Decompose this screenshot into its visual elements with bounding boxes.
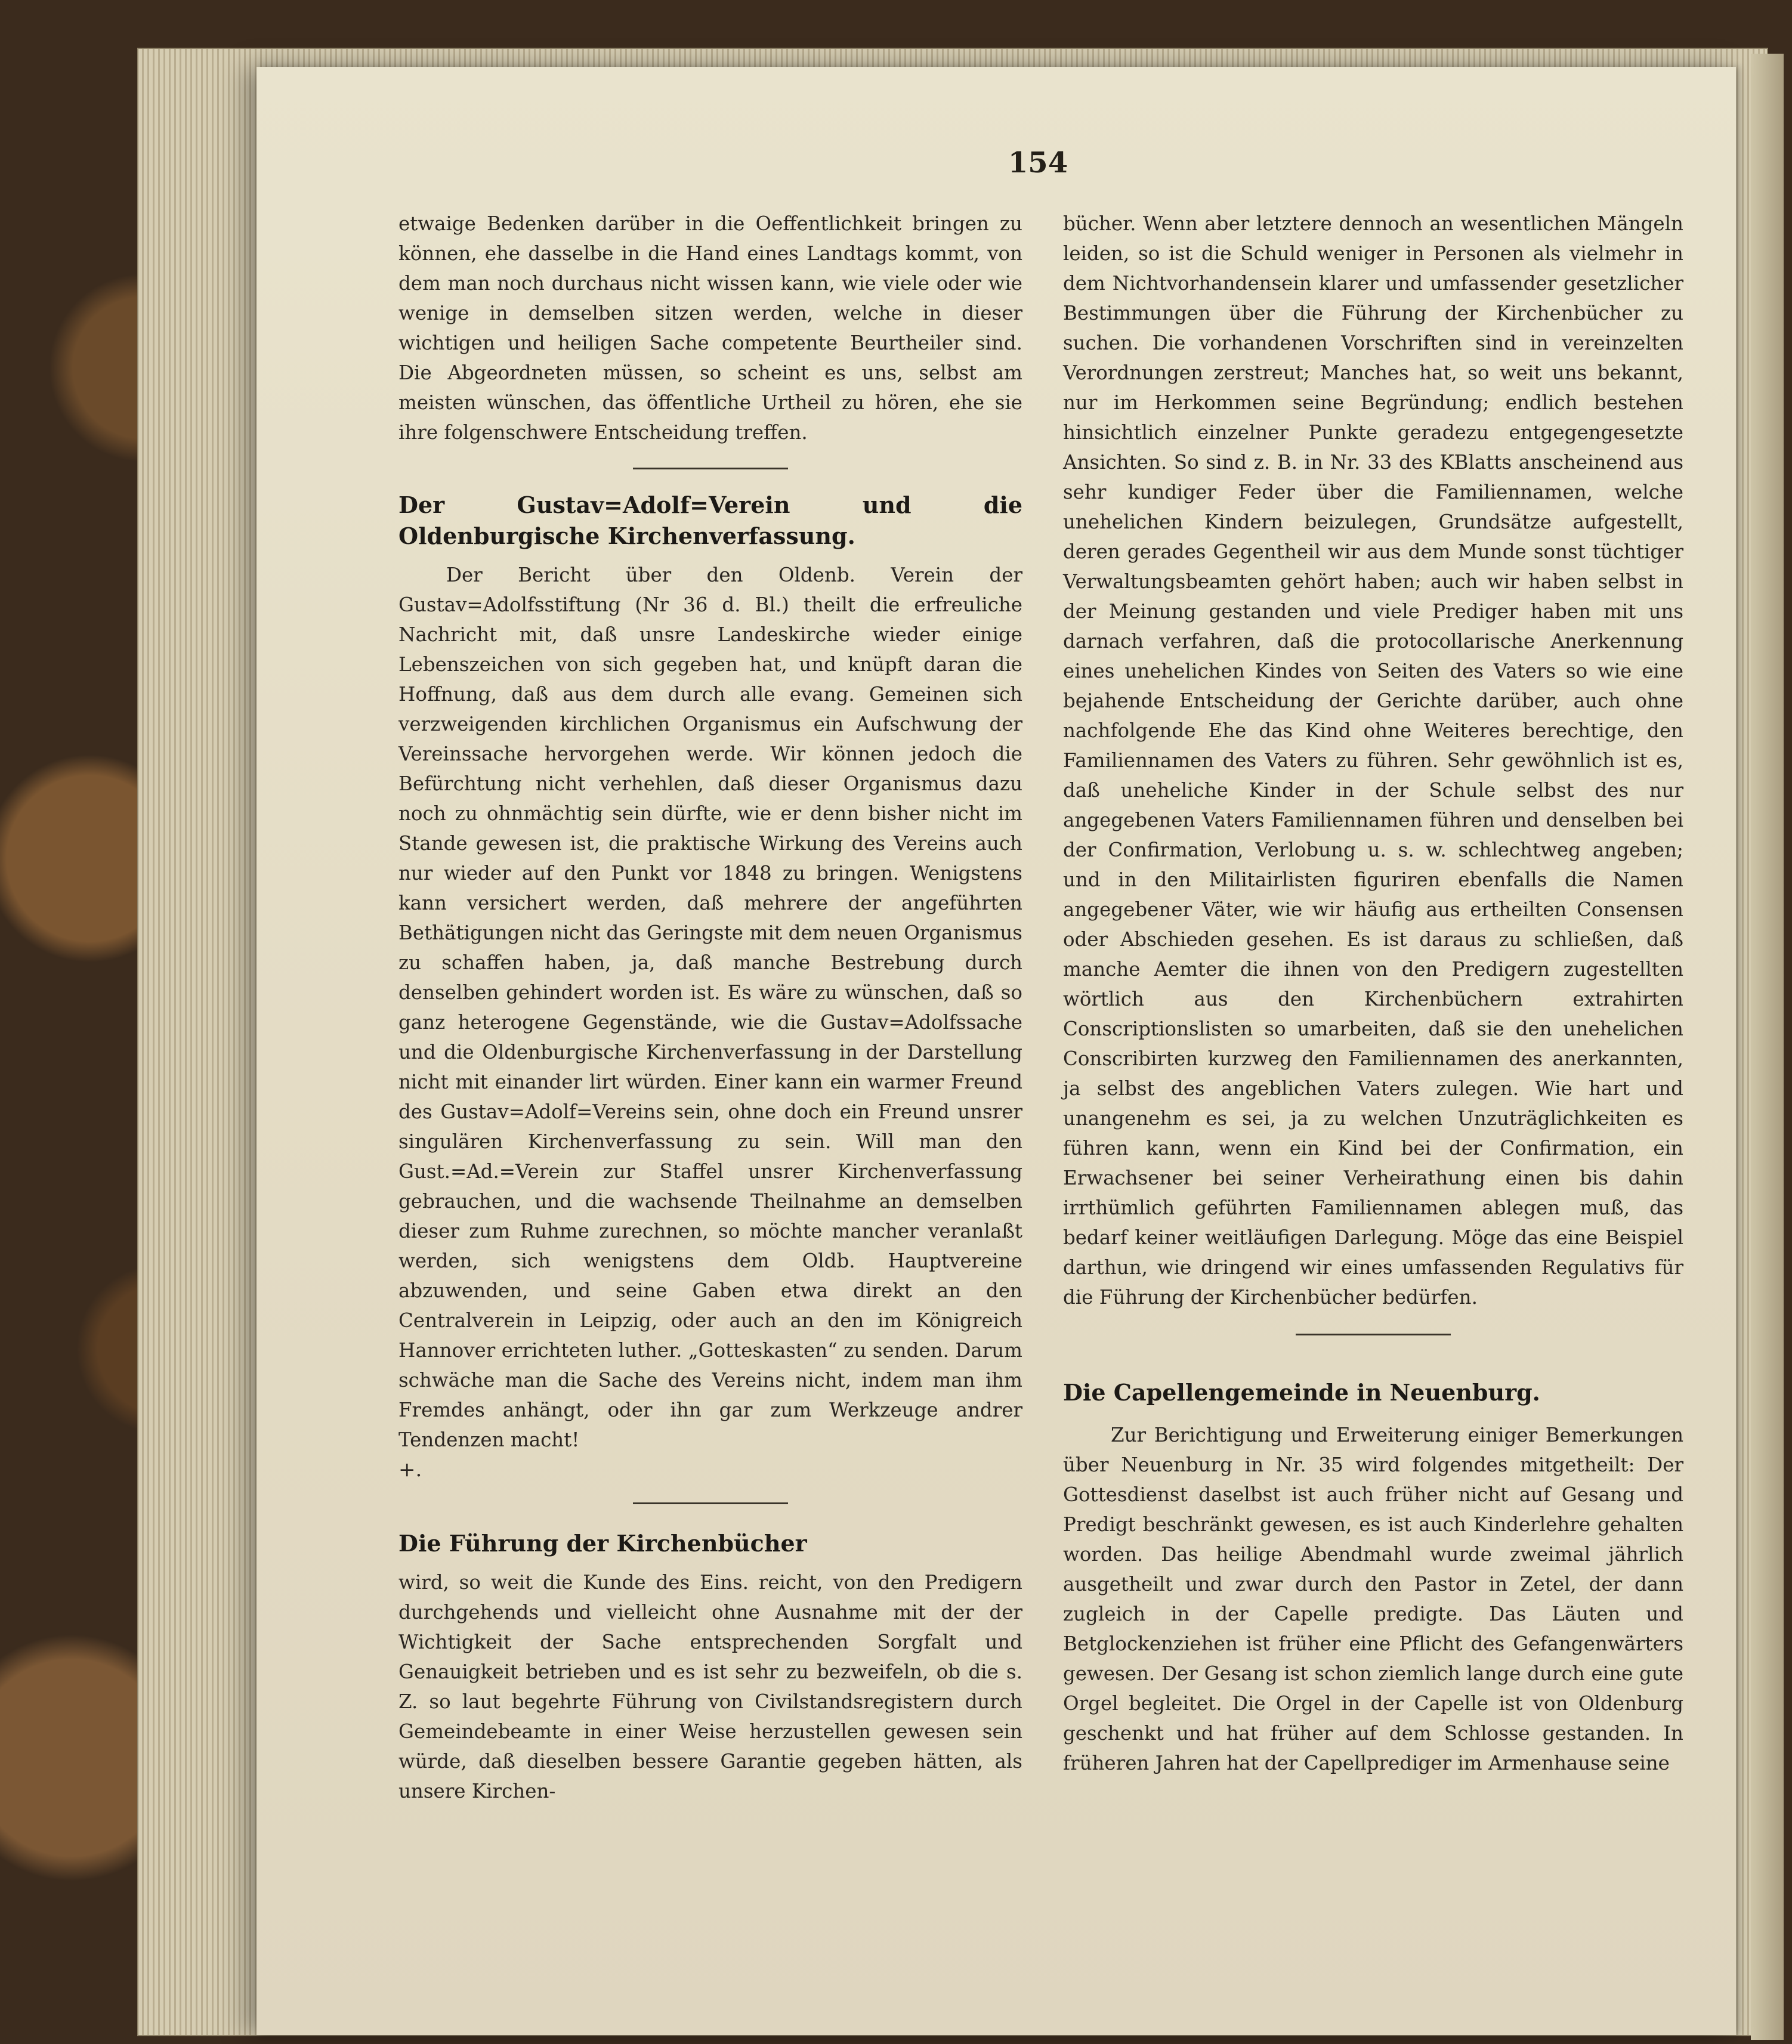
paragraph: etwaige Bedenken darüber in die Oeffentlichkeit bringen zu können, ehe dasselbe in die Hand eines Landtags kommt, von dem man noch durchaus nicht wissen kann, wie viele oder wie wenige in demselben sitzen werden, welche in dieser wichtigen und heiligen Sache competente Beurtheiler sind. Die Abgeordneten müssen, so scheint es uns, selbst am meisten wünschen, das öffentliche Urtheil zu hören, ehe sie ihre folgenschwere Entscheidung treffen.: [398, 212, 1022, 444]
left-column: [398, 209, 1022, 1806]
paragraph: bücher. Wenn aber letztere dennoch an wesentlichen Mängeln leiden, so ist die Schuld weniger in Personen als vielmehr in dem Nichtvorhandensein klarer und umfassender gesetzlicher Bestimmungen über die Führung der Kirchenbücher zu suchen. Die vorhandenen Vorschriften sind in vereinzelten Verordnungen zerstreut; Manches hat, so weit uns bekannt, nur im Herkommen seine Begründung; endlich bestehen hinsichtlich einzelner Punkte geradezu entgegengesetzte Ansichten. So sind z. B. in Nr. 33 des KBlatts anscheinend aus sehr kundiger Feder über die Familiennamen, welche unehelichen Kindern beizulegen, Grundsätze aufgestellt, deren gerades Gegentheil wir aus dem Munde sonst tüchtiger Verwaltungsbeamten gehört haben; auch wir haben selbst in der Meinung gestanden und viele Prediger haben mit uns darnach verfahren, daß die protocollarische Anerkennung eines unehelichen Kindes von Seiten des Vaters so wie eine bejahende Entscheidung der Gerichte darüber, auch ohne nachfolgende Ehe das Kind ohne Weiteres berechtige, den Familiennamen des Vaters zu führen. Sehr gewöhnlich ist es, daß uneheliche Kinder in der Schule selbst des nur angegebenen Vaters Familiennamen führen und denselben bei der Confirmation, Verlobung u. s. w. schlechtweg angeben; und in den Militairlisten figuriren ebenfalls die Namen angegebener Väter, wie wir häufig aus ertheilten Consensen oder Abschieden gesehen. Es ist daraus zu schließen, daß manche Aemter die ihnen von den Predigern zugestellten wörtlich aus den Kirchenbüchern extrahirten Conscriptionslisten so umarbeiten, daß sie den unehelichen Conscribirten kurzweg den Familiennamen des anerkannten, ja selbst des angeblichen Vaters zulegen. Wie hart und unangenehm es sei, ja zu welchen Unzuträglichkeiten es führen kann, wenn ein Kind bei der Confirmation, ein Erwachsener bei seiner Verheirathung einen bis dahin irrthümlich geführten Familiennamen ablegen muß, das bedarf keiner weitläufigen Darlegung. Möge das eine Beispiel darthun, wie dringend wir eines umfassenden Regulativs für die Führung der Kirchenbücher bedürfen.: [1063, 212, 1683, 1309]
author-mark: +.: [398, 1458, 422, 1482]
section-heading: Die Führung der Kirchenbücher: [398, 1530, 807, 1557]
page-edge: [1751, 54, 1784, 2040]
section-heading: Der Gustav=Adolf=Verein und die Oldenburgische Kirchenverfassung.: [398, 491, 1022, 549]
section-heading: Die Capellengemeinde in Neuenburg.: [1063, 1379, 1540, 1406]
paragraph: wird, so weit die Kunde des Eins. reicht, von den Predigern durchgehends und vielleicht ohne Ausnahme mit der der Wichtigkeit der Sache entsprechenden Sorgfalt und Genauigkeit betrieben und es ist sehr zu bezweifeln, ob die s. Z. so laut begehrte Führung von Civilstandsregistern durch Gemeindebeamte in einer Weise herzustellen gewesen sein würde, daß dieselben bessere Garantie gegeben hätten, als unsere Kirchen-: [398, 1571, 1022, 1802]
paragraph: Der Bericht über den Oldenb. Verein der Gustav=Adolfsstiftung (Nr 36 d. Bl.) theilt die erfreuliche Nachricht mit, daß unsre Landeskirche wieder einige Lebenszeichen von sich gegeben hat, und knüpft daran die Hoffnung, daß aus dem durch alle evang. Gemeinen sich verzweigenden kirchlichen Organismus ein Aufschwung der Vereinssache hervorgehen werde. Wir können jedoch die Befürchtung nicht verhehlen, daß dieser Organismus dazu noch zu ohnmächtig sein dürfte, wie er denn bisher nicht im Stande gewesen ist, die praktische Wirkung des Vereins auch nur wieder auf den Punkt vor 1848 zu bringen. Wenigstens kann versichert werden, daß mehrere der angeführten Bethätigungen nicht das Geringste mit dem neuen Organismus zu schaffen haben, ja, daß manche Bestrebung durch denselben gehindert worden ist. Es wäre zu wünschen, daß so ganz heterogene Gegenstände, wie die Gustav=Adolfssache und die Oldenburgische Kirchenverfassung in der Darstellung nicht mit einander lirt würden. Einer kann ein warmer Freund des Gustav=Adolf=Vereins sein, ohne doch ein Freund unsrer singulären Kirchenverfassung zu sein. Will man den Gust.=Ad.=Verein zur Staffel unsrer Kirchenverfassung gebrauchen, und die wachsende Theilnahme an demselben dieser zum Ruhme zurechnen, so möchte mancher veranlaßt werden, sich wenigstens dem Oldb. Hauptvereine abzuwenden, und seine Gaben etwa direkt an den Centralverein in Leipzig, oder auch an den im Königreich Hannover errichteten luther. „Gotteskasten“ zu senden. Darum schwäche man die Sache des Vereins nicht, indem man ihm Fremdes anhängt, oder ihn gar zum Werkzeuge andrer Tendenzen macht!: [398, 564, 1022, 1451]
page-number: 154: [1008, 146, 1068, 180]
paragraph: Zur Berichtigung und Erweiterung einiger Bemerkungen über Neuenburg in Nr. 35 wird folgendes mitgetheilt: Der Gottesdienst daselbst ist auch früher nicht auf Gesang und Predigt beschränkt gewesen, es ist auch Kinderlehre gehalten worden. Das heilige Abendmahl wurde zweimal jährlich ausgetheilt und zwar durch den Pastor in Zetel, der dann zugleich in der Capelle predigte. Das Läuten und Betglockenziehen ist früher eine Pflicht des Gefangenwärters gewesen. Der Gesang ist schon ziemlich lange durch eine gute Orgel begleitet. Die Orgel in der Capelle ist von Oldenburg geschenkt und hat früher auf dem Schlosse gestanden. In früheren Jahren hat der Capellprediger im Armenhause seine: [1063, 1424, 1683, 1774]
right-column: [1063, 209, 1683, 1778]
